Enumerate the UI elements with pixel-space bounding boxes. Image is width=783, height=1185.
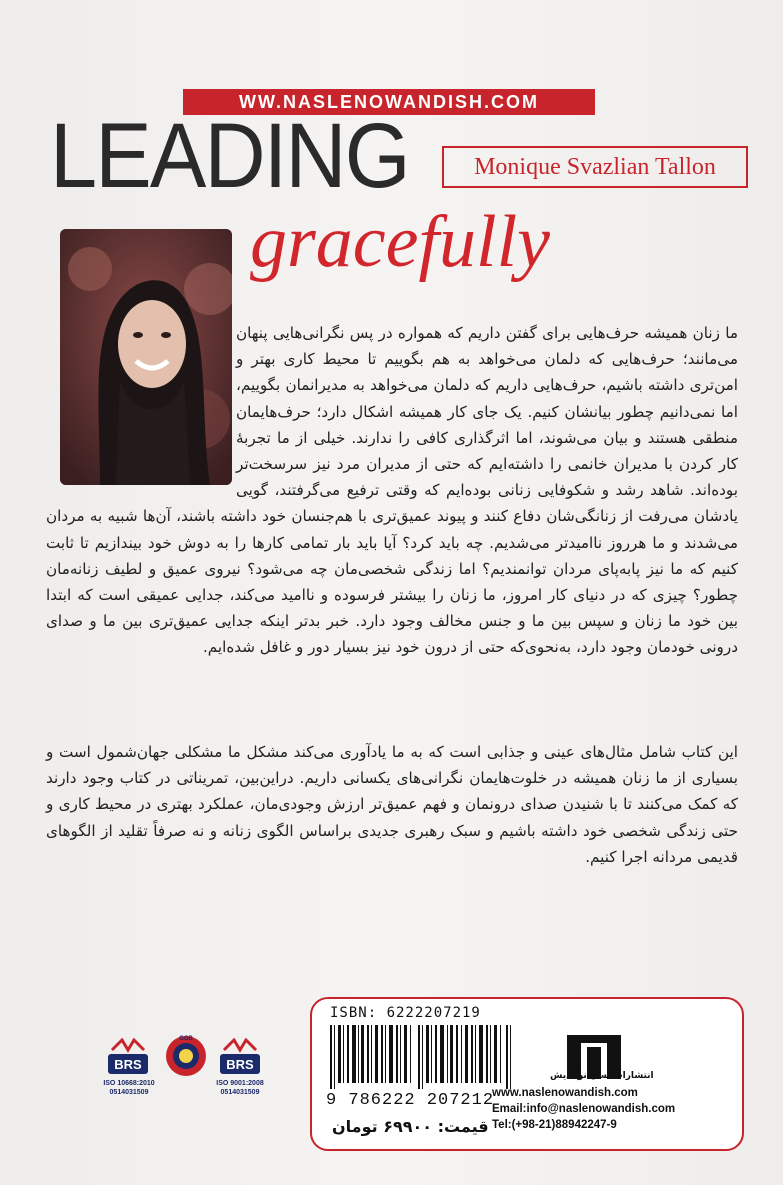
brs-right-id: 0514031509 bbox=[220, 1089, 260, 1096]
svg-text:BRS: BRS bbox=[114, 1057, 142, 1072]
brs-left-code: ISO 10668:2010 bbox=[103, 1080, 155, 1087]
publisher-website: www.naslenowandish.com bbox=[492, 1087, 638, 1099]
title-gracefully: gracefully bbox=[250, 201, 551, 283]
paragraph-2-text: این کتاب شامل مثال‌های عینی و جذابی است که به ما یادآوری می‌کند مشکل ما مشکلی جهان‌شمول است و بسیاری از ما زنان همیشه در خلوت‌هایمان نگرانی‌های یکسانی داریم. دراین‌بین، تمریناتی در کتاب وجود دارند که کمک می‌کنند تا با شنیدن صدای درونمان و فهم عمیق‌تر ارزش وجودی‌مان، عملکرد بهتری در محیط کاری و حتی زندگی شخصی خود داشته باشیم و سبک رهبری جدیدی براساس الگوی زنانه و نه صرفاً تقلید از الگوهای قدیمی مردانه اجرا کنیم. bbox=[46, 743, 738, 866]
brs-right-code: ISO 9001:2008 bbox=[216, 1080, 264, 1087]
publisher-phone: Tel:(+98-21)88942247-9 bbox=[492, 1119, 617, 1131]
brs-badge-left bbox=[104, 1036, 152, 1078]
brs-badge-right bbox=[216, 1036, 264, 1078]
certification-badges bbox=[104, 1036, 268, 1114]
paragraph-1-text: ما زنان همیشه حرف‌هایی برای گفتن داریم که همواره در پس نگرانی‌هایی پنهان می‌مانند؛ حرف‌هایی که دلمان می‌خواهد به هم بگوییم تا محیط کاری بهتر و امن‌تری داشته باشیم، حرف‌هایی داریم که دلمان می‌خواهد به مدیرانمان بگوییم، اما نمی‌دانیم چطور بیانشان کنیم. یک جای کار همیشه اشکال دارد؛ حرف‌هایمان منطقی هستند و بیان می‌شوند، اما اثرگذاری کافی را ندارند. خیلی از ما تجربهٔ کار کردن با مدیران خانمی را داشته‌ایم که حتی از مدیران مرد نیز سرسخت‌تر بوده‌اند. شاهد رشد و شکوفایی زنانی بوده‌ایم که وقتی ترفیع می‌گرفتند، گویی یادشان می‌رفت از زنانگی‌شان دفاع کنند و پیوند عمیق‌تری با هم‌جنسان خود داشته باشند، آن‌ها شبیه به مردان می‌شدند و ما هرروز ناامیدتر می‌شدیم. چه باید کرد؟ آیا باید بار تمامی کارها را به دوش خود بیندازیم تا ثابت کنیم که ما نیز پابه‌پای مردان توانمندیم؟ اما زندگی شخصی‌مان چه می‌شود؟ نیروی عمیق و لطیف زنانه‌مان چطور؟ چیزی که در دنیای کار امروز، ما زنان را بیشتر فرسوده و ناامید می‌کند، جدایی عمیقی است که ابتدا بین خود ما زنان و سپس بین ما و جنس مخالف وجود دارد. خبر بدتر اینکه جدایی عمیق‌تری بین ما و صدای درونی خودمان وجود دارد، به‌نحوی‌که حتی از درون خود نیز بسیار دور و غافل شده‌ایم. bbox=[46, 324, 738, 657]
author-name: Monique Svazlian Tallon bbox=[442, 146, 748, 188]
svg-text:GOB: GOB bbox=[179, 1036, 193, 1042]
description-paragraph-2 bbox=[46, 739, 738, 870]
barcode-number: 9 786222 207212 bbox=[326, 1091, 495, 1110]
publisher-email: Email:info@naslenowandish.com bbox=[492, 1103, 676, 1115]
description-paragraph-1 bbox=[46, 320, 738, 661]
isbn-label: ISBN: 6222207219 bbox=[330, 1005, 481, 1021]
publisher-name: انتشارات نسل نواندیش bbox=[550, 1071, 654, 1081]
brs-left-id: 0514031509 bbox=[109, 1089, 149, 1096]
barcode-icon bbox=[330, 1025, 515, 1089]
isbn-publisher-box bbox=[310, 997, 744, 1151]
title-leading: LEADING bbox=[50, 105, 409, 207]
gob-seal-badge bbox=[162, 1032, 210, 1074]
svg-text:BRS: BRS bbox=[226, 1057, 254, 1072]
photo-text-wrap-spacer bbox=[46, 320, 236, 496]
website-banner: WW.NASLENOWANDISH.COM bbox=[183, 89, 595, 115]
price-label: قیمت: ۶۹۹۰۰ تومان bbox=[332, 1117, 489, 1136]
